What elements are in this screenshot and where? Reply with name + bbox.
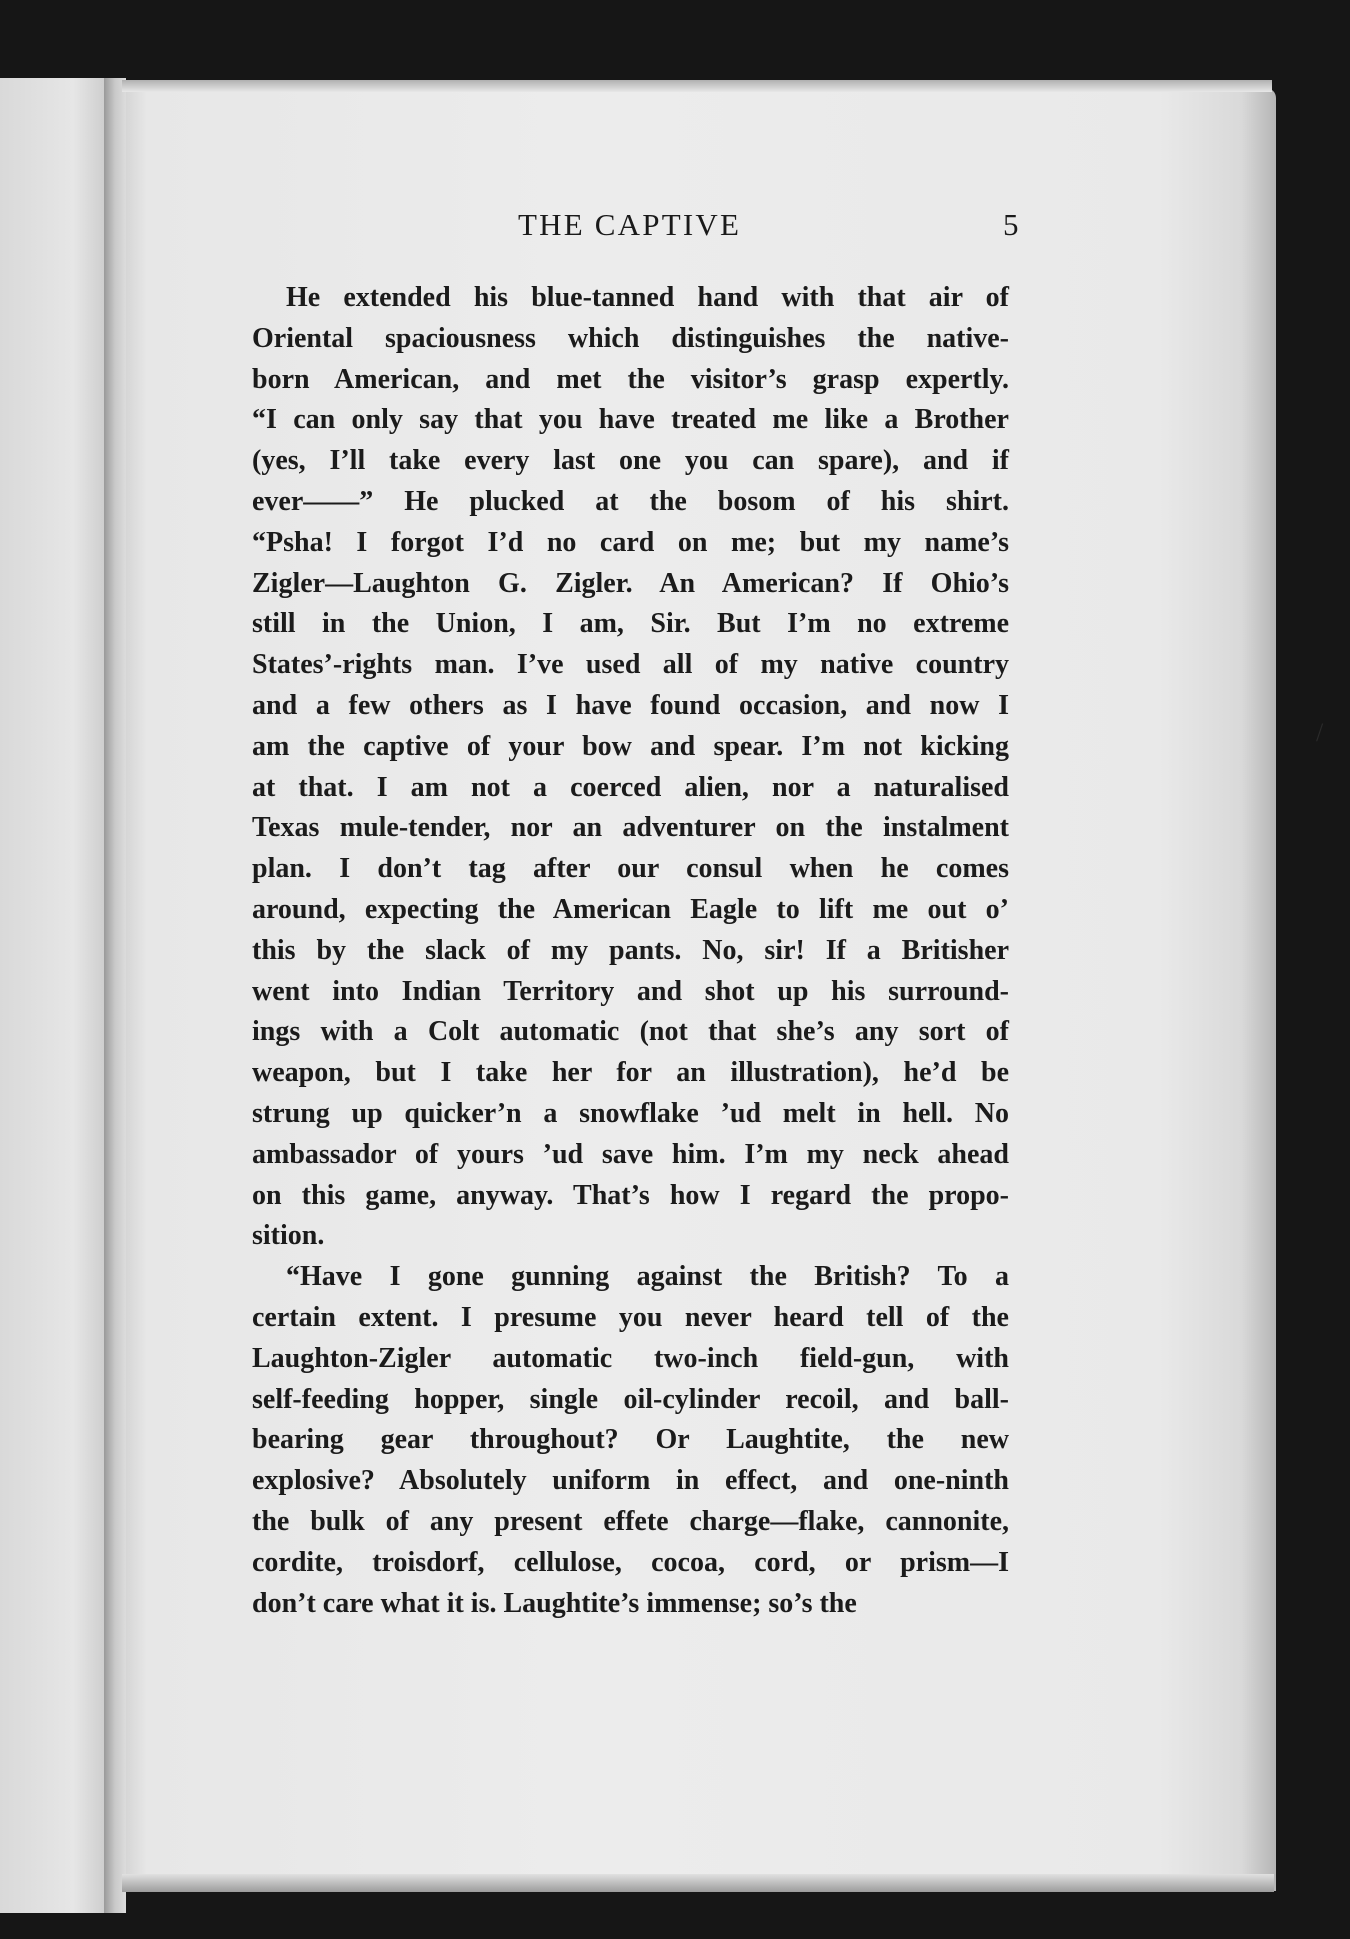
paragraph: [252, 278, 1009, 1257]
page-bottom-edge: [122, 1874, 1274, 1892]
text-line: ambassador of yours ’ud save him. I’m my neck ahead: [252, 1138, 1009, 1170]
text-line: around, expecting the American Eagle to lift me out o’: [252, 893, 1009, 925]
text-line: still in the Union, I am, Sir. But I’m no extreme: [252, 608, 1009, 640]
text-line: [252, 278, 1009, 319]
running-title: THE CAPTIVE: [518, 207, 742, 242]
text-line: plan. I don’t tag after our consul when he comes: [252, 853, 1009, 885]
text-line-content: “Have I gone gunning against the British? To a: [286, 1261, 1009, 1293]
text-line: “I can only say that you have treated me like a Brother: [252, 404, 1009, 436]
text-line: sition.: [252, 1220, 325, 1252]
running-head: [0, 207, 1350, 253]
text-line: Zigler—Laughton G. Zigler. An American? If Ohio’s: [252, 567, 1009, 599]
text-line: ings with a Colt automatic (not that she’s any sort of: [252, 1016, 1009, 1048]
paragraph: [252, 1257, 1009, 1624]
text-line: cordite, troisdorf, cellulose, cocoa, cord, or prism—I: [252, 1546, 1009, 1578]
text-line: (yes, I’ll take every last one you can spare), and if: [252, 445, 1009, 477]
text-line: this by the slack of my pants. No, sir! If a Britisher: [252, 934, 1009, 966]
text-line: “Psha! I forgot I’d no card on me; but my name’s: [252, 526, 1009, 558]
text-line: certain extent. I presume you never heard tell of the: [252, 1301, 1009, 1333]
margin-mark: /: [1316, 718, 1324, 747]
text-line: went into Indian Territory and shot up his surround-: [252, 975, 1009, 1007]
text-line: at that. I am not a coerced alien, nor a naturalised: [252, 771, 1009, 803]
text-line: born American, and met the visitor’s grasp expertly.: [252, 363, 1009, 395]
page-number: 5: [1003, 207, 1019, 242]
text-line-content: He extended his blue-tanned hand with that air of: [286, 282, 1009, 313]
spine-shadow: [104, 78, 126, 1913]
text-line: self-feeding hopper, single oil-cylinder recoil, and ball-: [252, 1383, 1009, 1415]
text-line: bearing gear throughout? Or Laughtite, the new: [252, 1424, 1009, 1456]
text-line: [252, 1257, 1009, 1298]
page-top-edge: [122, 80, 1272, 92]
body-text: [252, 278, 1009, 1624]
text-line: and a few others as I have found occasion, and now I: [252, 689, 1009, 721]
text-line: am the captive of your bow and spear. I’m not kicking: [252, 730, 1009, 762]
text-line: on this game, anyway. That’s how I regard the propo-: [252, 1179, 1009, 1211]
text-line: the bulk of any present effete charge—flake, cannonite,: [252, 1505, 1009, 1537]
text-line: weapon, but I take her for an illustration), he’d be: [252, 1057, 1009, 1089]
text-line: strung up quicker’n a snowflake ’ud melt in hell. No: [252, 1097, 1009, 1129]
text-line: Laughton-Zigler automatic two-inch field-gun, with: [252, 1342, 1009, 1374]
text-line: States’-rights man. I’ve used all of my native country: [252, 649, 1009, 681]
text-line: ever——” He plucked at the bosom of his shirt.: [252, 485, 1009, 517]
text-line: Oriental spaciousness which distinguishes the native-: [252, 322, 1009, 354]
text-line: Texas mule-tender, nor an adventurer on the instalment: [252, 812, 1009, 844]
text-line: don’t care what it is. Laughtite’s immense; so’s the: [252, 1587, 857, 1619]
text-line: explosive? Absolutely uniform in effect, and one-ninth: [252, 1465, 1009, 1497]
